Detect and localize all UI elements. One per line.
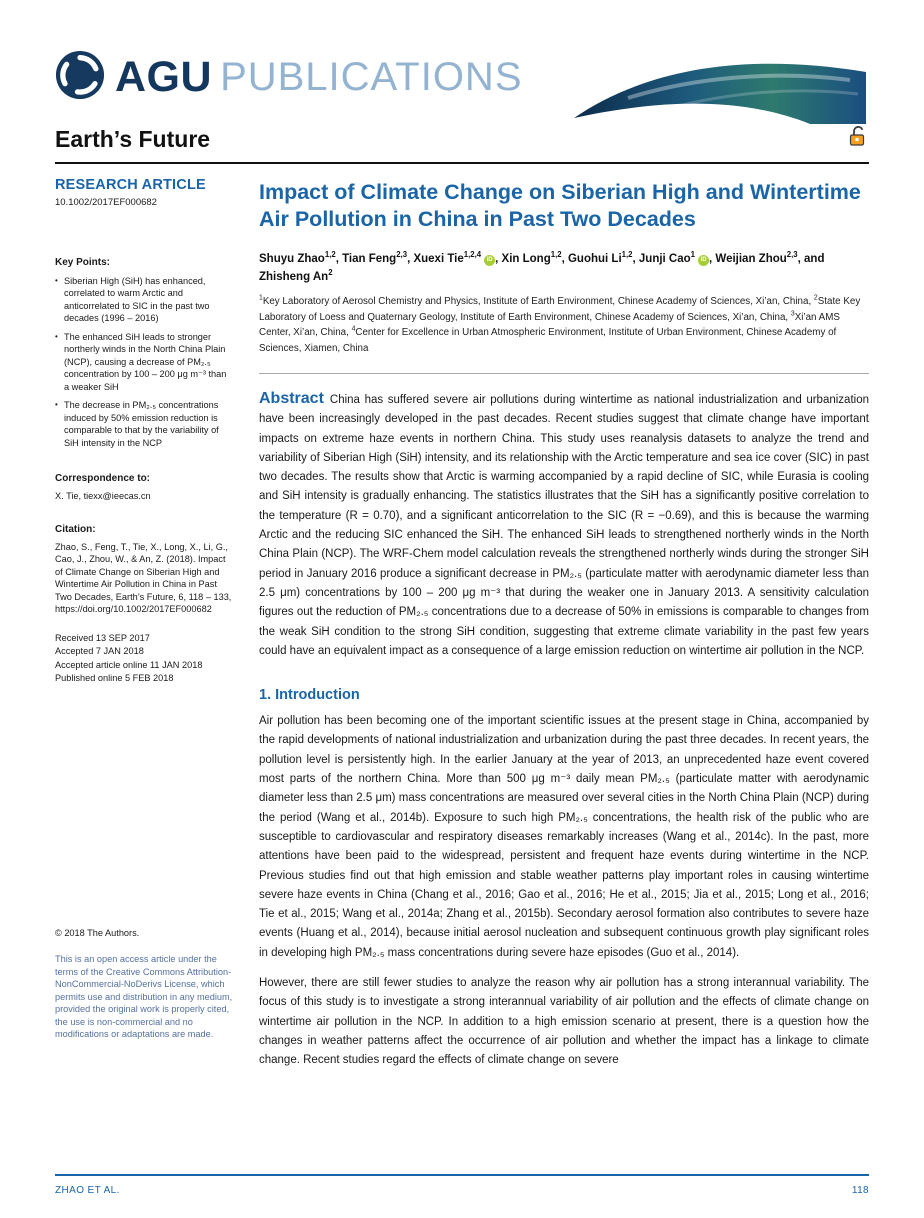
footer-page-number: 118 [851, 1185, 869, 1196]
agu-logo-icon [55, 50, 105, 105]
key-points-list [55, 275, 233, 450]
orcid-icon[interactable]: iD [484, 255, 495, 266]
history-date: Accepted article online 11 JAN 2018 [55, 659, 203, 670]
abstract-label: Abstract [259, 390, 324, 407]
author-name[interactable]: Weijian Zhou$^{2,3}$ [715, 250, 798, 265]
intro-heading: 1. Introduction [259, 687, 360, 704]
open-access-lock-icon [847, 125, 869, 153]
author-affiliation-sup: 2,3 [786, 250, 798, 260]
doi-text: 10.1002/2017EF000682 [55, 196, 157, 208]
affiliation-sup: 3 [790, 310, 795, 318]
citation-block [55, 524, 233, 616]
correspondence-block [55, 473, 233, 502]
copyright-text: © 2018 The Authors. [55, 927, 140, 938]
content-columns [0, 164, 924, 1071]
author-affiliation-sup: 1,2,4 [463, 250, 482, 260]
author-name[interactable]: Xuexi Tie$^{1,2,4}$iD [413, 253, 495, 265]
author-affiliation-sup: 1,2 [324, 250, 336, 260]
author-line: Shuyu Zhao$^{1,2}$, Tian Feng$^{2,3}$, Xuexi Tie$^{1,2,4}$iD , Xin Long$^{1,2}$, Guohui Li$^{1,2}$, Junji Cao$^1$iD , Weijian Zhou$^{2,3}$, and Zhisheng An$^2$ [259, 250, 825, 283]
history-dates [55, 632, 233, 685]
author-name[interactable]: and Zhisheng An$^2$ [259, 253, 825, 283]
author-affiliation-sup: 2 [328, 268, 333, 278]
orcid-icon[interactable]: iD [698, 255, 709, 266]
sidebar [55, 179, 233, 1071]
page-footer [55, 1174, 869, 1196]
author-name[interactable]: Junji Cao$^1$iD [639, 253, 709, 265]
history-date: Received 13 SEP 2017 [55, 632, 150, 643]
affiliations: $^1$Key Laboratory of Aerosol Chemistry and Physics, Institute of Earth Environment, Chinese Academy of Sciences, Xi’an, China, $^2$State Key Laboratory of Loess and Quaternary Geology, Institute of Earth Environment, Chinese Academy of Sciences, Xi’an, China, $^3$Xi’an AMS Center, Xi’an, China, $^4$Center for Excellence in Urban Atmospheric Environment, Institute of Urban Environment, Chinese Academy of Sciences, Xiamen, China [259, 294, 861, 354]
author-name[interactable]: Xin Long$^{1,2}$ [501, 250, 562, 265]
key-point-item: • The enhanced SiH leads to stronger northerly winds in the North China Plain (NCP), causing a decrease of PM₂.₅ concentration by 100 – 200 μg m⁻³ than a weaker SiH [55, 331, 233, 394]
brand-publications-text: PUBLICATIONS [220, 55, 523, 99]
author-affiliation-sup: 2,3 [396, 250, 408, 260]
key-points-label: Key Points: [55, 257, 111, 268]
article-type-label: RESEARCH ARTICLE [55, 177, 206, 193]
article-title: Impact of Climate Change on Siberian High and Wintertime Air Pollution in China in Past Two Decades [259, 180, 861, 231]
intro-paragraph-1: Air pollution has been becoming one of the important scientific issues at the present stage in China, accompanied by the rapid developments of national industrialization and urbanization during the past three decades. In recent years, the pollution level is persistently high. In the earlier January at the year of 2013, an unprecedented haze event covered most parts of the northern China. More than 500 μg m⁻³ daily mean PM₂.₅ (particulate matter with aerodynamic diameter less than 2.5 μm) mass concentrations are measured over several cities in the North China Plain (NCP) during the period (Wang et al., 2014b). Exposure to such high PM₂.₅ concentrations, the health risk of the public who are susceptible to cardiovascular and respiratory diseases remarkably increases (Wang et al., 2014c). In the past, more attentions have been paid to the widespread, persistent and frequent haze events during wintertime in the NCP. Previous studies find out that high emission and stable weather patterns play important roles in causing wintertime severe haze events in China (Chang et al., 2016; Gao et al., 2016; He et al., 2015; Jia et al., 2015; Long et al., 2016; Tie et al., 2015; Wang et al., 2014a; Zhang et al., 2015b). Secondary aerosol formation also contributes to severe haze events (Huang et al., 2014), because initial aerosol nucleation and subsequent continuous growth play significant roles in developing high PM₂.₅ mass concentrations during severe haze episodes (Guo et al., 2014). [259, 715, 869, 959]
brand-agu-text: AGU [115, 53, 213, 101]
citation-text: Zhao, S., Feng, T., Tie, X., Long, X., Li, G., Cao, J., Zhou, W., & An, Z. (2018). Impact of Climate Change on Siberian High and Wintertime Air Pollution in China in Past Two Decades, Earth’s Future, 6, 118 – 133, https://doi.org/10.1002/2017EF000682 [55, 541, 232, 614]
affiliation-sup: 2 [813, 294, 818, 302]
abstract-divider [259, 373, 869, 374]
publisher-header [0, 0, 924, 105]
key-point-item: • The decrease in PM₂.₅ concentrations induced by 50% emission reduction is comparable to that by the variability of SiH intensity in the NCP [55, 399, 233, 449]
journal-title: Earth’s Future [55, 125, 211, 152]
author-name[interactable]: Shuyu Zhao$^{1,2}$ [259, 250, 336, 265]
history-date: Accepted 7 JAN 2018 [55, 646, 144, 656]
intro-paragraph-2: However, there are still fewer studies to analyze the reason why air pollution has a strong interannual variability. The focus of this study is to investigate a strong interannual variability of air pollution and the effects of climate change on wintertime air pollution in the NCP. In addition to a high emission scenario at present, there is a question how the changes in weather patterns affect the occurrence of air pollution and whether the impact has a linkage to climate change. Recent studies regard the effects of climate change on severe [259, 977, 869, 1067]
article-main [259, 179, 869, 1071]
author-affiliation-sup: 1,2 [550, 250, 562, 260]
key-point-item: • Siberian High (SiH) has enhanced, correlated to warm Arctic and anticorrelated to SIC in the past two decades (1996 – 2016) [55, 275, 233, 325]
author-name[interactable]: Tian Feng$^{2,3}$ [342, 250, 408, 265]
footer-running-head: ZHAO ET AL. [55, 1185, 120, 1196]
correspondence-email[interactable]: X. Tie, tiexx@ieecas.cn [55, 490, 151, 501]
citation-label: Citation: [55, 524, 96, 535]
earth-image [574, 58, 866, 124]
author-name[interactable]: Guohui Li$^{1,2}$ [567, 250, 633, 265]
correspondence-label: Correspondence to: [55, 473, 151, 484]
author-affiliation-sup: 1,2 [621, 250, 633, 260]
affiliation-sup: 1 [259, 294, 263, 302]
affiliation-sup: 4 [351, 325, 356, 333]
abstract-text: China has suffered severe air pollutions during wintertime as national industrialization and urbanization have been increasingly developed in the past decades. Recent studies suggest that climate change have important impacts on extreme haze events in northern China. This study uses reanalysis datasets to analyze the trend and variability of Siberian High (SiH) intensity, and its relationship with the Arctic temperature and sea ice cover (SIC) in past two decades. The results show that Arctic is warming accompanied by a rapid decline of SIC, while Eurasia is cooling and SiH intensity is gradually enhancing. The statistics illustrates that the SiH has a significantly positive correlation to the temperature (R = 0.70), and a significant anticorrelation to the SIC (R = −0.69), and this is because the warming Arctic and the reducing SIC enhanced the SiH. The enhanced SiH leads to strengthened northerly winds in the North China Plain (NCP). The WRF-Chem model calculation reveals the strengthened northerly winds during the stronger SiH period in January 2016 produce a significant decrease in PM₂.₅ (particulate matter with aerodynamic diameter less than 2.5 μm) concentrations by 100 – 200 μg m⁻³ that during the weaker one in January 2013. A sensitivity calculation figures out the reduction of PM₂.₅ concentrations due to a decrease of 50% in emissions is comparable to changes from the weak SiH condition to the strong SiH condition, suggesting that extreme climate variability in the past few years could have an equivalent impact as a consequence of a large emission reduction on wintertime air pollution in the NCP. [259, 394, 869, 657]
key-points-block [55, 257, 233, 449]
license-text: This is an open access article under the terms of the Creative Commons Attribution-NonCommercial-NoDerivs License, which permits use and distribution in any medium, provided the original work is properly cited, the use is non-commercial and no modifications or adaptations are made. [55, 954, 233, 1039]
author-affiliation-sup: 1 [690, 250, 696, 260]
history-date: Published online 5 FEB 2018 [55, 673, 174, 683]
abstract-paragraph [259, 389, 869, 661]
